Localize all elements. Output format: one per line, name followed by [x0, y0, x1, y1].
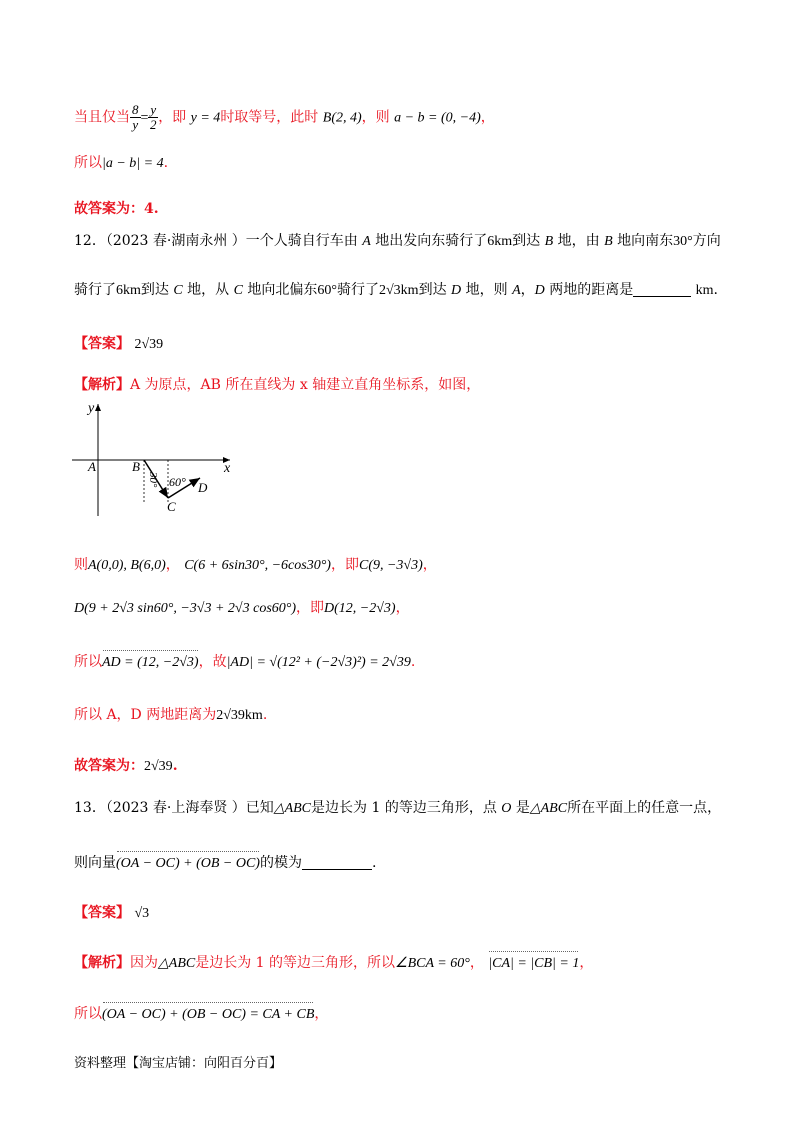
footer-credit: 资料整理【淘宝店铺：向阳百分百】	[74, 1056, 283, 1071]
question-13-answer: 【答案】 √3	[74, 905, 150, 921]
solution-step-4: 所以 A，D 两地距离为2√39km.	[74, 707, 268, 723]
question-13-analysis-2: 所以(OA − OC) + (OB − OC) = CA + CB，	[74, 1004, 328, 1025]
question-13-line-1: 13．（2023 春·上海奉贤 ）已知△ABC是边长为 1 的等边三角形，点 O 是△ABC所在平面上的任意一点，	[74, 800, 722, 816]
answer-blank-13	[302, 855, 372, 870]
fraction-8-over-y: $\frac{8}{y}$	[132, 102, 139, 132]
label-60: 60°	[169, 475, 186, 489]
question-13-line-2: 则向量(OA − OC) + (OB − OC)的模为 .	[74, 853, 376, 874]
solution-step-5: 故答案为：2√39.	[74, 758, 178, 774]
question-13-analysis-1: 【解析】因为△ABC是边长为 1 的等边三角形，所以∠BCA = 60°， |CA| = |CB| = 1，	[74, 953, 593, 974]
question-12-line-1: 12．（2023 春·湖南永州 ）一个人骑自行车由 A 地出发向东骑行了6km到达 B 地，由 B 地向南东30°方向	[74, 233, 721, 249]
label-D: D	[198, 480, 208, 495]
question-12-analysis: 【解析】A 为原点，AB 所在直线为 x 轴建立直角坐标系，如图，	[74, 377, 481, 393]
fraction-y-over-2: $\frac{y}{2}$	[150, 102, 157, 132]
label-B: B	[132, 459, 140, 474]
solution-line-1: 当且仅当 $\frac{8}{y}$ = $\frac{y}{2}$ ，即 y = 4时取等号，此时 B(2, 4)，则 a − b = (0, −4)，	[74, 102, 495, 132]
label-30: 30°	[147, 472, 159, 488]
solution-step-1: 则A(0,0), B(6,0)， C(6 + 6sin30°, −6cos30°)，即C(9, −3√3)，	[74, 557, 437, 573]
label-x: x	[224, 461, 231, 476]
label-A: A	[88, 459, 96, 474]
label-C: C	[167, 499, 176, 514]
coordinate-figure	[70, 398, 240, 518]
question-12-answer: 【答案】 2√39	[74, 336, 164, 352]
answer-line-11: 故答案为：4.	[74, 201, 159, 217]
question-12-line-2: 骑行了6km到达 C 地，从 C 地向北偏东60°骑行了2√3km到达 D 地，则 A，D 两地的距离是 km.	[74, 282, 718, 298]
answer-blank	[633, 282, 691, 297]
solution-line-2: 所以|a − b| = 4.	[74, 155, 169, 171]
solution-step-3: 所以AD = (12, −2√3)，故|AD| = √(12² + (−2√3)²) = 2√39.	[74, 652, 415, 673]
solution-step-2: D(9 + 2√3 sin60°, −3√3 + 2√3 cos60°)，即D(12, −2√3)，	[74, 600, 410, 616]
label-y: y	[88, 401, 95, 416]
